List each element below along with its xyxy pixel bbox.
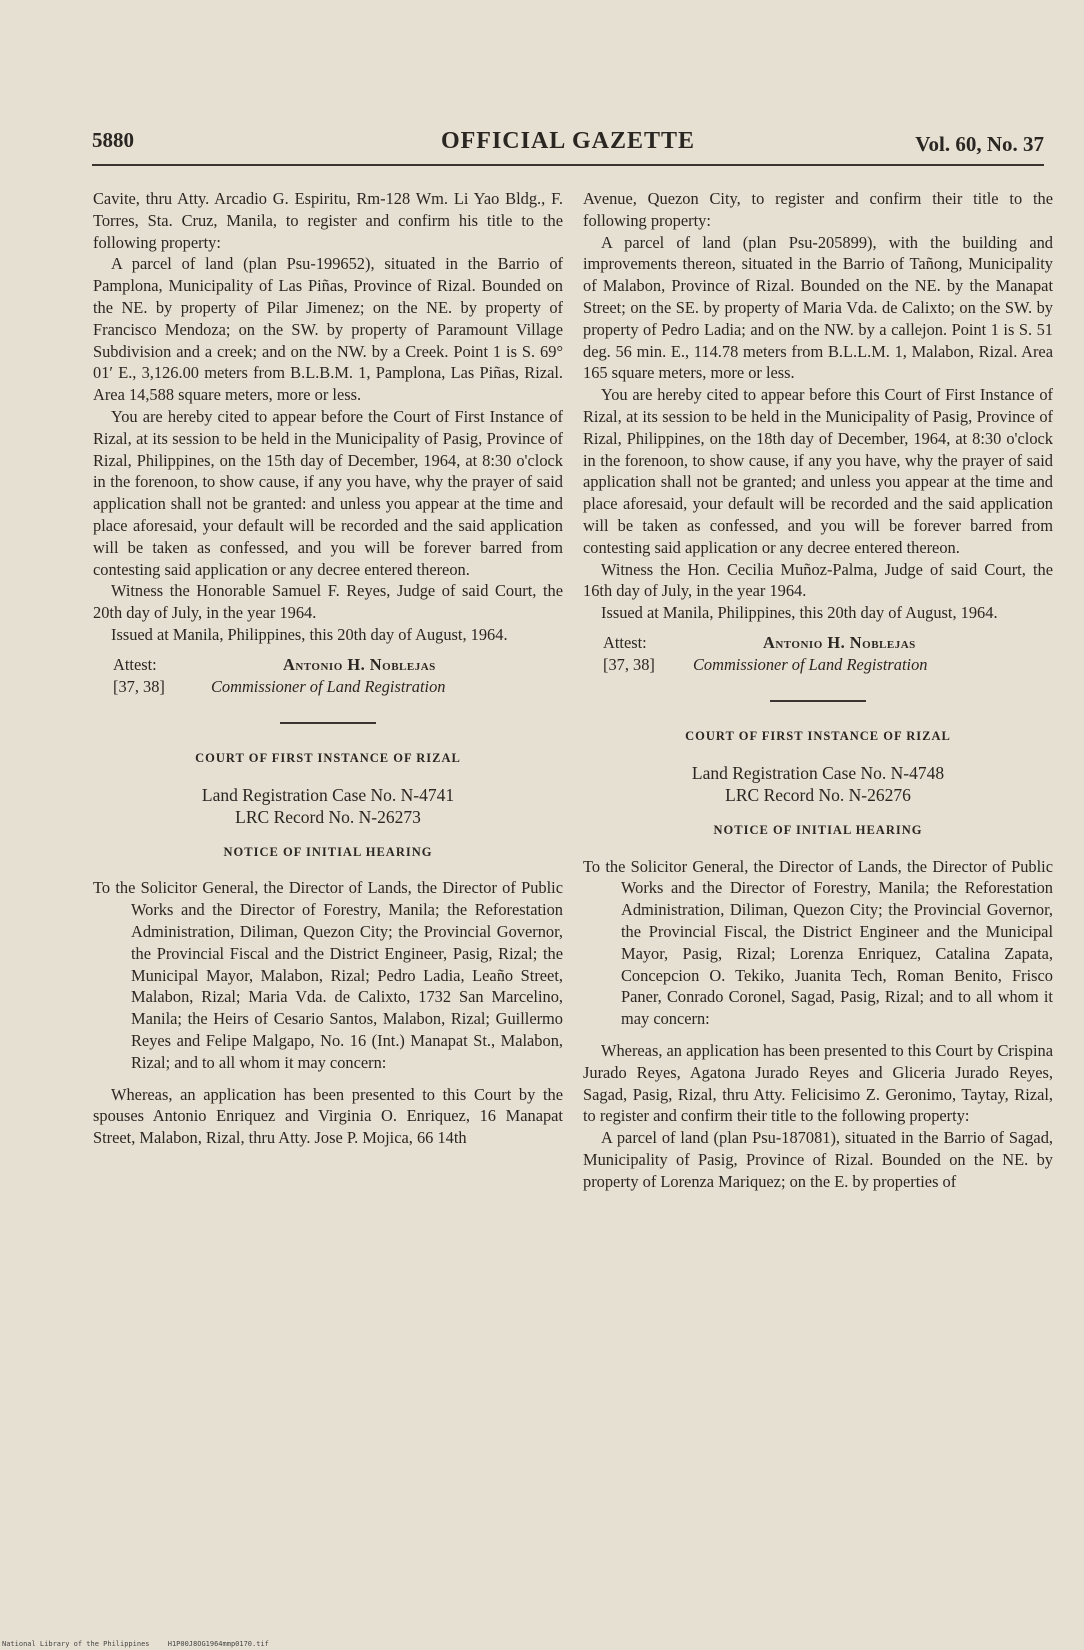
library-credit: National Library of the Philippines (2, 1640, 150, 1648)
page-number: 5880 (92, 128, 134, 152)
page-header (92, 128, 1044, 168)
attest-block (583, 632, 1053, 678)
witness-paragraph: Witness the Honorable Samuel F. Reyes, Judge of said Court, the 20th day of July, in the year 1964. (93, 581, 563, 623)
header-rule (92, 164, 1044, 166)
attest-label: Attest: (113, 654, 157, 674)
attest-label: Attest: (603, 632, 647, 652)
section-divider (280, 722, 376, 724)
case-number: Land Registration Case No. N-4748 (691, 762, 945, 783)
issued-paragraph: Issued at Manila, Philippines, this 20th day of August, 1964. (601, 603, 998, 623)
notice-title: NOTICE OF INITIAL HEARING (223, 844, 433, 859)
property-paragraph: A parcel of land (plan Psu-205899), with the building and improvements thereon, situated in the Barrio of Tañong, Municipality of Malabon, Province of Rizal. Bounded on the NE. by the Manapat Street; on the SE. by property of Maria Vda. de Calixto; on the SW. by property of Pedro Ladia; and on the NW. by a callejon. Point 1 is S. 51 deg. 56 min. E., 114.78 meters from B.L.L.M. 1, Malabon, Rizal. Area 165 square meters, more or less. (583, 232, 1053, 383)
signatory-office: Commissioner of Land Registration (693, 654, 928, 674)
volume-number: Vol. 60, No. 37 (915, 132, 1044, 156)
court-heading: COURT OF FIRST INSTANCE OF RIZAL (195, 750, 461, 765)
whereas-paragraph: Whereas, an application has been presented to this Court by Crispina Jurado Reyes, Agatona Jurado Reyes and Gliceria Jurado Reyes, Sagad, Pasig, Rizal, thru Atty. Felicisimo Z. Geronimo, Taytay, Rizal, to register and confirm their title to the following property: (583, 1040, 1053, 1126)
right-column (583, 188, 1053, 1192)
publication-title: OFFICIAL GAZETTE (440, 128, 696, 154)
witness-paragraph: Witness the Hon. Cecilia Muñoz-Palma, Judge of said Court, the 16th day of July, in the year 1964. (583, 559, 1053, 601)
issued-paragraph: Issued at Manila, Philippines, this 20th day of August, 1964. (111, 624, 508, 644)
case-number: Land Registration Case No. N-4741 (201, 784, 455, 805)
record-number: LRC Record No. N-26276 (725, 784, 911, 805)
section-divider (770, 700, 866, 702)
property-paragraph: A parcel of land (plan Psu-187081), situated in the Barrio of Sagad, Municipality of Pasig, Province of Rizal. Bounded on the NE. by property of Lorenza Mariquez; on the E. by properties of (583, 1128, 1053, 1191)
record-number: LRC Record No. N-26273 (235, 806, 421, 827)
signatory-office: Commissioner of Land Registration (211, 676, 446, 696)
signatory-name: Antonio H. Noblejas (763, 632, 916, 652)
continued-paragraph: Avenue, Quezon City, to register and confirm their title to the following property: (583, 189, 1053, 230)
left-column (93, 188, 563, 1149)
record-reference: [37, 38] (113, 676, 165, 696)
file-identifier: H1P00J8OG1964mmp0170.tif (167, 1640, 269, 1648)
citation-paragraph: You are hereby cited to appear before this Court of First Instance of Rizal, at its session to be held in the Municipality of Pasig, Province of Rizal, Philippines, on the 18th day of December, 1964, at 8:30 o'clock in the forenoon, to show cause, if any you have, why the prayer of said application shall not be granted; and unless you appear at the time and place aforesaid, your default will be recorded and the said application will be taken as confessed, and you will be forever barred from contesting said application or any decree entered thereon. (583, 385, 1053, 557)
citation-paragraph: You are hereby cited to appear before the Court of First Instance of Rizal, at its session to be held in the Municipality of Pasig, Province of Rizal, Philippines, on the 15th day of December, 1964, at 8:30 o'clock in the forenoon, to show cause, if any you have, why the prayer of said application shall not be granted: and unless you appear at the time and place aforesaid, your default will be recorded and the said application will be taken as confessed, and you will be forever barred from contesting said application or any decree entered thereon. (93, 406, 563, 579)
whereas-paragraph: Whereas, an application has been presented to this Court by the spouses Antonio Enriquez and Virginia O. Enriquez, 16 Manapat Street, Malabon, Rizal, thru Atty. Jose P. Mojica, 66 14th (93, 1084, 563, 1148)
scan-footer (2, 1640, 283, 1648)
property-paragraph: A parcel of land (plan Psu-199652), situated in the Barrio of Pamplona, Municipality of Las Piñas, Province of Rizal. Bounded on the NE. by property of Pilar Jimenez; on the NE. by property of Francisco Mendoza; on the SW. by property of Paramount Village Subdivision and a creek; and on the NW. by a Creek. Point 1 is S. 69° 01′ E., 3,126.00 meters from B.L.B.M. 1, Pamplona, Las Piñas, Rizal. Area 14,588 square meters, more or less. (93, 254, 563, 405)
attest-block (93, 654, 563, 700)
court-heading: COURT OF FIRST INSTANCE OF RIZAL (685, 728, 951, 743)
continued-paragraph: Cavite, thru Atty. Arcadio G. Espiritu, Rm-128 Wm. Li Yao Bldg., F. Torres, Sta. Cruz, Manila, to register and confirm his title to the following property: (93, 189, 563, 252)
notice-title: NOTICE OF INITIAL HEARING (713, 822, 923, 837)
record-reference: [37, 38] (603, 654, 655, 674)
addressee-paragraph: To the Solicitor General, the Director of Lands, the Director of Public Works and the Director of Forestry, Manila; the Reforestation Administration, Diliman, Quezon City; the Provincial Governor, the Provincial Fiscal, the District Engineer and the Municipal Mayor, Pasig, Rizal; Lorenza Enriquez, Catalina Zapata, Concepcion O. Tekiko, Juanita Tech, Roman Benito, Frisco Paner, Conrado Coronel, Sagad, Pasig, Rizal; and to all whom it may concern: (583, 856, 1053, 1029)
addressee-paragraph: To the Solicitor General, the Director of Lands, the Director of Public Works and the Director of Forestry, Manila; the Reforestation Administration, Diliman, Quezon City; the Provincial Governor, the Provincial Fiscal and the District Engineer, Pasig, Rizal; the Municipal Mayor, Malabon, Rizal; Pedro Ladia, Leaño Street, Malabon, Rizal; Maria Vda. de Calixto, 1732 San Marcelino, Manila; the Heirs of Cesario Santos, Malabon, Rizal; Guillermo Reyes and Felipe Malgapo, No. 16 (Int.) Manapat St., Malabon, Rizal; and to all whom it may concern: (93, 878, 563, 1072)
signatory-name: Antonio H. Noblejas (283, 654, 436, 674)
